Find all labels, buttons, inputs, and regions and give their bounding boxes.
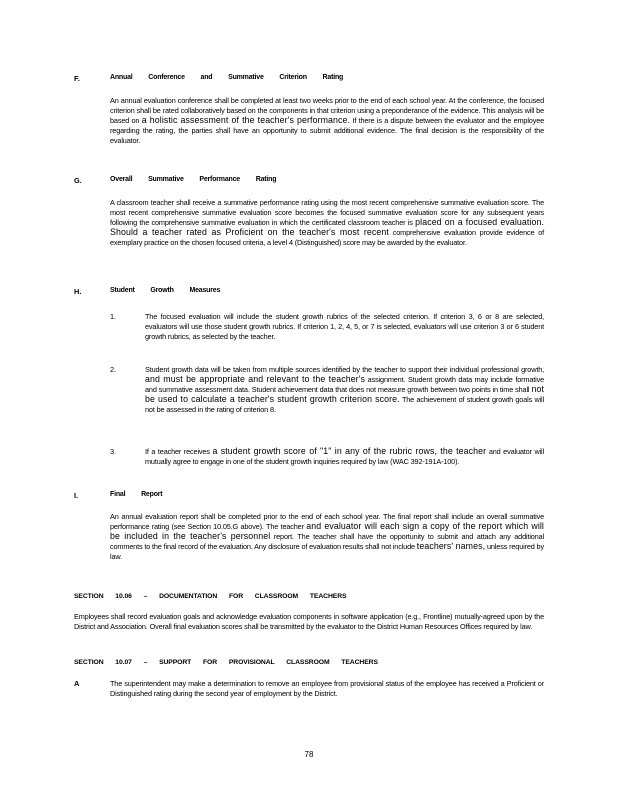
section-10-07-title: SECTION 10.07 – SUPPORT FOR PROVISIONAL CLASSROOM TEACHERS bbox=[74, 659, 378, 666]
list-item: The focused evaluation will include the student growth rubrics of the selected criterion. If criterion 3, 6 or 8 are selected, evaluators will use those student growth rubrics. If criterion 1, 2, 4, 5, or 7 is selected, evaluators will use criterion 3 or 6 student growth rubrics, as selected by the teacher. bbox=[145, 312, 544, 341]
section-letter: G. bbox=[74, 176, 82, 185]
section-heading: Student Growth Measures bbox=[110, 287, 221, 294]
list-item-number: 3. bbox=[110, 447, 117, 456]
section-paragraph: An annual evaluation report shall be completed prior to the end of each school year. The final report shall include an overall summative performance rating (see Section 10.05.G above). The teacher and evaluator will each sign a copy of the report which will be included in the teacher's personnel report. The teacher shall have the opportunity to submit and attach any additional comments to the final record of the evaluation. Any disclosure of evaluation results shall not include teachers' names, unless required by law. bbox=[110, 512, 544, 561]
section-letter: H. bbox=[74, 287, 82, 296]
section-letter: F. bbox=[74, 74, 80, 83]
section-10-06-text: Employees shall record evaluation goals and acknowledge evaluation components in software application (e.g., Frontline) mutually-agreed upon by the District and Association. Overall final evaluation scores shall be transmitted by the evaluator to the District Human Resources Offices required by law. bbox=[74, 612, 544, 631]
section-heading: Final Report bbox=[110, 491, 163, 498]
section-heading: Overall Summative Performance Rating bbox=[110, 176, 277, 183]
list-item-number: 1. bbox=[110, 312, 117, 321]
page-number: 78 bbox=[304, 750, 314, 759]
section-letter: I. bbox=[74, 491, 79, 500]
section-paragraph: An annual evaluation conference shall be completed at least two weeks prior to the end of each school year. At the conference, the focused criterion shall be rated collaboratively based on the components in that criterion using a preponderance of the evidence. This analysis will be based on a holistic assessment of the teacher's performance. If there is a dispute between the evaluator and the employee regarding the rating, the parties shall have an opportunity to submit additional evidence. The final decision is the responsibility of the evaluator. bbox=[110, 96, 545, 145]
list-item: Student growth data will be taken from multiple sources identified by the teacher to support their individual professional growth, and must be appropriate and relevant to the teacher's assignment. Student growth data may include formative and summative assessment data. Student achievement data that does not measure growth between two points in time shall not be used to calculate a teacher's student growth criterion score. The achievement of student growth goals will not be assessed in the rating of criterion 8. bbox=[145, 365, 544, 414]
section-10-07-text: The superintendent may make a determination to remove an employee from provisional status of the employee has received a Proficient or Distinguished rating during the second year of employment by the District. bbox=[110, 679, 544, 698]
list-item-number: 2. bbox=[110, 365, 117, 374]
section-heading: Annual Conference and Summative Criterion Rating bbox=[110, 74, 344, 81]
section-letter: A bbox=[74, 679, 80, 688]
section-10-06-title: SECTION 10.06 – DOCUMENTATION FOR CLASSROOM TEACHERS bbox=[74, 593, 347, 600]
section-paragraph: A classroom teacher shall receive a summative performance rating using the most recent comprehensive summative evaluation score. The most recent comprehensive summative evaluation score becomes the focused summative evaluation score for any subsequent years following the comprehensive summative evaluation in which the certificated classroom teacher is placed on a focused evaluation. Should a teacher rated as Proficient on the teacher's most recent comprehensive evaluation provide evidence of exemplary practice on the chosen focused criteria, a level 4 (Distinguished) score may be awarded by the evaluator. bbox=[110, 198, 545, 247]
list-item: If a teacher receives a student growth score of "1" in any of the rubric rows, the teacher and evaluator will mutually agree to engage in one of the student growth inquiries required by law (WAC 392-191A-100). bbox=[145, 446, 545, 466]
